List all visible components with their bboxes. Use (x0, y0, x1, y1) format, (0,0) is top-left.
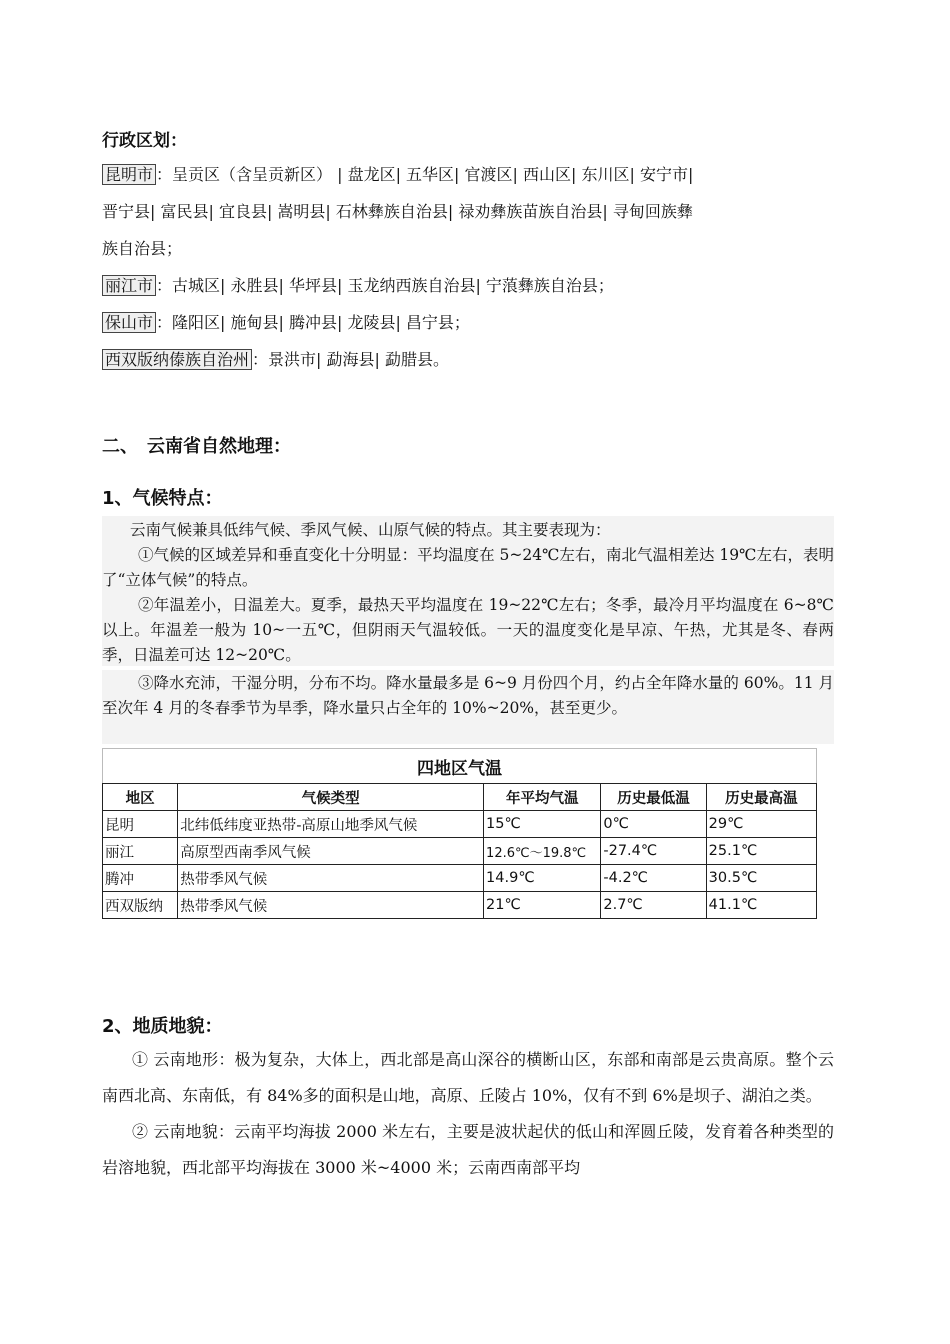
lijiang-label: 丽江市 (102, 275, 156, 296)
table-header-row (103, 784, 817, 811)
header-record-high: 历史最高温 (706, 784, 816, 811)
climate-point-2: ②年温差小，日温差大。夏季，最热天平均温度在 19~22℃左右；冬季，最冷月平均温度在 6~8℃以上。年温差一般为 10~一五℃，但阴雨天气温较低。一天的温度变化是早凉、午热，尤其是冬、春两季，日温差可达 12~20℃。 (102, 596, 834, 664)
lijiang-line (102, 267, 834, 304)
climate-intro: 云南气候兼具低纬气候、季风气候、山原气候的特点。其主要表现为： (130, 521, 611, 539)
lijiang-districts: ：古城区| 永胜县| 华坪县| 玉龙纳西族自治县| 宁蒗彝族自治县； (156, 276, 614, 295)
cell-region: 西双版纳 (103, 892, 178, 919)
header-region: 地区 (103, 784, 178, 811)
temperature-table (102, 748, 817, 919)
cell-record-high: 25.1℃ (706, 838, 816, 865)
kunming-districts: ：呈贡区（含呈贡新区） | 盘龙区| 五华区| 官渡区| 西山区| 东川区| 安宁市| (156, 165, 694, 184)
geology-text (102, 1042, 834, 1186)
kunming-label: 昆明市 (102, 164, 156, 185)
cell-climate-type: 北纬低纬度亚热带-高原山地季风气候 (178, 811, 484, 838)
table-row (103, 811, 817, 838)
cell-record-low: -27.4℃ (601, 838, 706, 865)
cell-annual-mean: 12.6℃～19.8℃ (484, 838, 601, 865)
cell-region: 丽江 (103, 838, 178, 865)
xishuangbanna-districts: ：景洪市| 勐海县| 勐腊县。 (252, 350, 449, 369)
climate-text (102, 518, 834, 721)
cell-record-low: 2.7℃ (601, 892, 706, 919)
header-climate-type: 气候类型 (178, 784, 484, 811)
baoshan-districts: ：隆阳区| 施甸县| 腾冲县| 龙陵县| 昌宁县； (156, 313, 470, 332)
section-2-heading: 二、 云南省自然地理： (102, 436, 291, 457)
admin-title: 行政区划： (102, 131, 187, 151)
kunming-line-2: 晋宁县| 富民县| 宜良县| 嵩明县| 石林彝族自治县| 禄劝彝族苗族自治县| 寻甸回族彝 (102, 202, 693, 221)
cell-climate-type: 热带季风气候 (178, 892, 484, 919)
cell-region: 昆明 (103, 811, 178, 838)
cell-region: 腾冲 (103, 865, 178, 892)
table-caption: 四地区气温 (103, 749, 817, 784)
cell-climate-type: 热带季风气候 (178, 865, 484, 892)
climate-point-3: ③降水充沛，干湿分明，分布不均。降水量最多是 6~9 月份四个月，约占全年降水量的 60%。11 月至次年 4 月的冬春季节为旱季，降水量只占全年的 10%~20%，甚至更少。 (102, 674, 834, 717)
cell-record-high: 29℃ (706, 811, 816, 838)
xishuangbanna-line (102, 341, 834, 378)
cell-record-low: 0℃ (601, 811, 706, 838)
cell-annual-mean: 15℃ (484, 811, 601, 838)
geology-heading: 2、地质地貌： (102, 1016, 223, 1037)
cell-record-low: -4.2℃ (601, 865, 706, 892)
header-annual-mean: 年平均气温 (484, 784, 601, 811)
climate-point-1: ①气候的区域差异和垂直变化十分明显：平均温度在 5~24℃左右，南北气温相差达 19℃左右，表明了“立体气候”的特点。 (102, 546, 834, 589)
xishuangbanna-label: 西双版纳傣族自治州 (102, 349, 252, 370)
cell-record-high: 41.1℃ (706, 892, 816, 919)
table-row (103, 838, 817, 865)
table-row (103, 892, 817, 919)
table-row (103, 865, 817, 892)
cell-annual-mean: 14.9℃ (484, 865, 601, 892)
cell-annual-mean: 21℃ (484, 892, 601, 919)
geology-landform: ② 云南地貌：云南平均海拔 2000 米左右，主要是波状起伏的低山和浑圆丘陵，发育着各种类型的岩溶地貌，西北部平均海拔在 3000 米~4000 米；云南西南部平均 (102, 1122, 834, 1177)
climate-heading: 1、气候特点： (102, 488, 223, 509)
kunming-line-3: 族自治县； (102, 239, 183, 258)
geology-terrain: ① 云南地形：极为复杂，大体上，西北部是高山深谷的横断山区，东部和南部是云贵高原。整个云南西北高、东南低，有 84%多的面积是山地，高原、丘陵占 10%，仅有不到 6%是坝子、湖泊之类。 (102, 1050, 834, 1105)
baoshan-label: 保山市 (102, 312, 156, 333)
baoshan-line (102, 304, 834, 341)
header-record-low: 历史最低温 (601, 784, 706, 811)
cell-climate-type: 高原型西南季风气候 (178, 838, 484, 865)
cell-record-high: 30.5℃ (706, 865, 816, 892)
kunming-line (102, 156, 834, 193)
